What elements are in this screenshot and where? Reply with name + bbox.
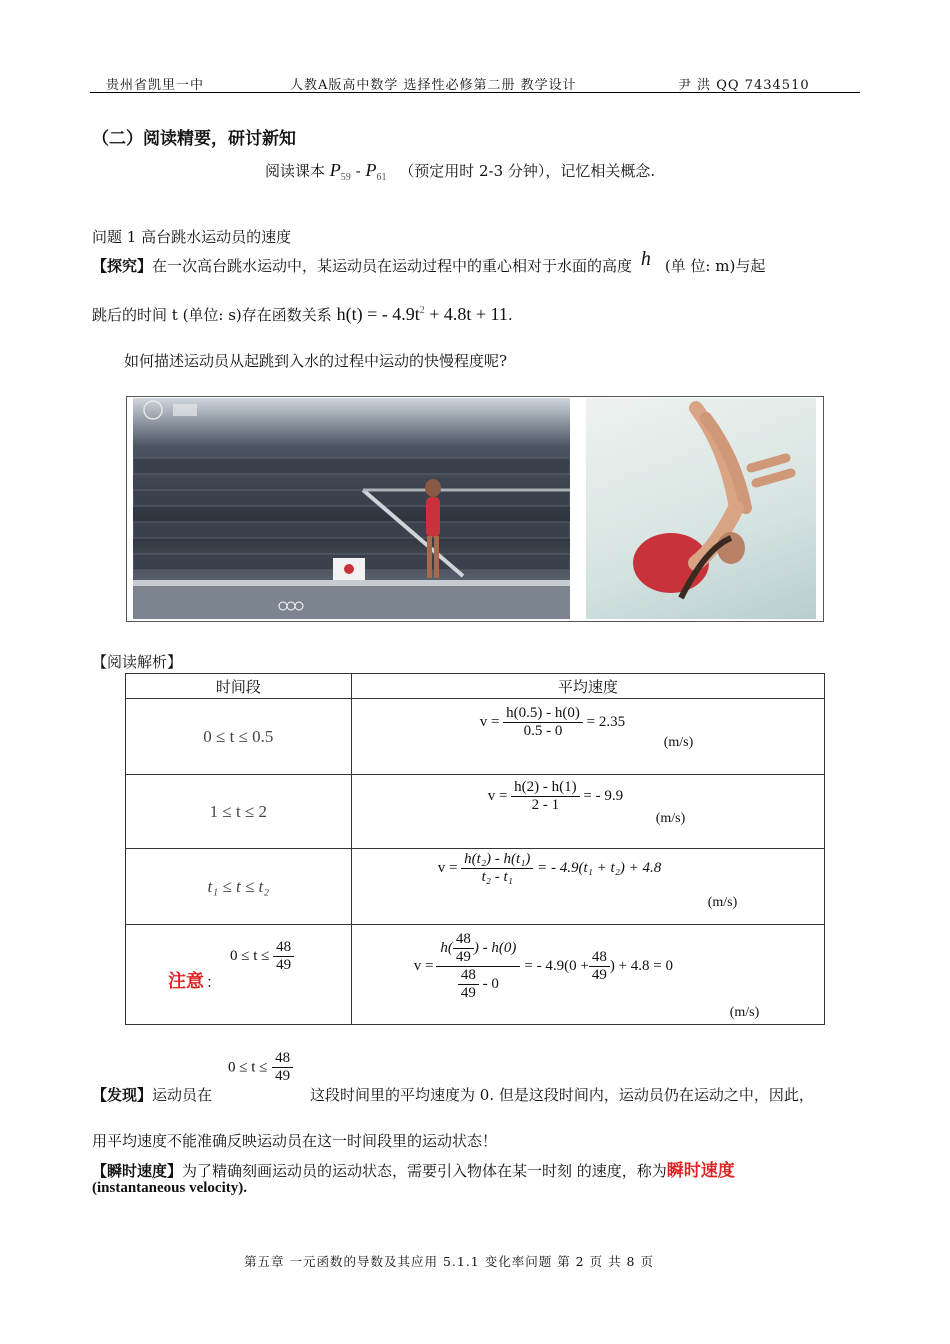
fraction-numerator: h(2) - h(1) xyxy=(511,779,579,797)
page-dash: - xyxy=(355,162,361,180)
height-function: h(t) = - $4.9t^2 + 4.8t + 11$ xyxy=(336,304,508,324)
table-row xyxy=(126,699,825,775)
discovery-tag: 【发现】 xyxy=(92,1086,153,1104)
header-author: 尹 洪 QQ 7434510 xyxy=(678,78,810,93)
header-rule xyxy=(90,92,860,93)
interval-cell: t₁ ≤ t ≤ t₂ xyxy=(126,849,352,925)
table-row xyxy=(126,849,825,925)
unit-label: (m/s) xyxy=(729,1005,760,1020)
instant-line xyxy=(92,1156,735,1181)
result-left: = - 4.9(0 + xyxy=(524,958,589,974)
function-line-text: 跳后的时间 t (单位: s)存在函数关系 xyxy=(92,306,332,324)
v-bar: v = xyxy=(437,859,458,876)
velocity-cell xyxy=(351,775,824,849)
velocity-result: = 2.35 xyxy=(586,713,626,730)
fraction-numerator: 48 xyxy=(273,939,294,957)
unit-label: (m/s) xyxy=(655,811,686,826)
page-footer: 第五章 一元函数的导数及其应用 5.1.1 变化率问题 第 2 页 共 8 页 xyxy=(244,1254,654,1269)
instant-english: (instantaneous velocity). xyxy=(92,1180,247,1196)
header-course: 人教A版高中数学 选择性必修第二册 教学设计 xyxy=(290,78,577,93)
unit-label: (m/s) xyxy=(707,895,738,910)
fraction-denominator: 49 xyxy=(276,957,292,973)
fraction-numerator: h(t₂) - h(t₁) xyxy=(461,851,533,869)
interval-cell xyxy=(126,925,352,1025)
page-end: $P_{61}$ xyxy=(365,160,387,183)
discovery-range: 0 ≤ t ≤ $\frac{48}{49}$ xyxy=(228,1050,293,1085)
discovery-line xyxy=(92,1084,212,1105)
page-start: $P_{59}$ xyxy=(329,160,351,183)
column-header-interval: 时间段 xyxy=(126,674,352,699)
period: . xyxy=(507,306,513,324)
v-bar: v = xyxy=(413,958,434,974)
discovery-prefix: 运动员在 xyxy=(152,1086,213,1104)
read-suffix: （预定用时 2-3 分钟），记忆相关概念. xyxy=(399,162,656,180)
diver-illustration xyxy=(586,398,816,619)
unit-text: (单 位: m)与起 xyxy=(664,257,766,275)
problem-title: 问题 1 高台跳水运动员的速度 xyxy=(92,228,292,246)
table-row xyxy=(126,775,825,849)
table-row xyxy=(126,925,825,1025)
instant-term: 瞬时速度 xyxy=(666,1161,735,1181)
reading-instruction xyxy=(265,160,655,183)
v-bar: v = xyxy=(479,713,500,730)
v-bar: v = xyxy=(487,787,508,804)
note-label: 注意 xyxy=(168,971,204,992)
explore-line xyxy=(92,248,862,277)
velocity-cell: v = h( $\frac{48}{49}$ ) - h(0) $\frac{48}{49}$ - 0 = - 4.9(0 + $\frac{48}{49}$ ) + 4.8 = 0 (m/s) xyxy=(351,925,824,1025)
explore-tag: 【探究】 xyxy=(92,257,153,275)
discovery-text: 这段时间里的平均速度为 0. 但是这段时间内，运动员仍在运动之中，因此， xyxy=(310,1086,814,1104)
unit-label: (m/s) xyxy=(663,735,694,750)
discovery-line2: 用平均速度不能准确反映运动员在这一时间段里的运动状态！ xyxy=(92,1132,498,1150)
interval-cell: 1 ≤ t ≤ 2 xyxy=(126,775,352,849)
function-line xyxy=(92,304,513,325)
interval-cell: 0 ≤ t ≤ 0.5 xyxy=(126,699,352,775)
note-colon: ： xyxy=(206,973,222,991)
result-right: ) + 4.8 = 0 xyxy=(609,958,673,974)
average-velocity-table xyxy=(125,673,825,1025)
reading-title: 【阅读解析】 xyxy=(92,653,183,671)
column-header-velocity: 平均速度 xyxy=(351,674,824,699)
fraction-denominator: 0.5 - 0 xyxy=(523,723,563,739)
big-fraction: h( $\frac{48}{49}$ ) - h(0) $\frac{48}{49}$ - 0 xyxy=(436,931,520,1002)
read-prefix: 阅读课本 xyxy=(265,162,326,180)
velocity-result: = - 9.9 xyxy=(583,787,624,804)
instant-tag: 【瞬时速度】 xyxy=(92,1162,183,1180)
fraction-numerator: h(0.5) - h(0) xyxy=(503,705,583,723)
velocity-cell xyxy=(351,699,824,775)
header-school: 贵州省凯里一中 xyxy=(106,78,205,93)
diver-midair-photo xyxy=(586,398,816,619)
question-text: 如何描述运动员从起跳到入水的过程中运动的快慢程度呢? xyxy=(124,352,508,370)
section-title: （二）阅读精要，研讨新知 xyxy=(92,129,296,149)
range-left: 0 ≤ t ≤ xyxy=(230,947,270,964)
velocity-result: = - 4.9(t₁ + t₂) + 4.8 xyxy=(537,859,662,876)
fraction-denominator: 2 - 1 xyxy=(531,797,560,813)
diving-platform-photo xyxy=(133,398,570,619)
velocity-cell xyxy=(351,849,824,925)
instant-text: 为了精确刻画运动员的运动状态，需要引入物体在某一时刻 的速度，称为 xyxy=(182,1162,667,1180)
platform-scene-illustration xyxy=(133,398,570,619)
explore-text: 在一次高台跳水运动中，某运动员在运动过程中的重心相对于水面的高度 xyxy=(152,257,633,275)
height-variable: h xyxy=(640,248,651,270)
fraction-denominator: t₂ - t₁ xyxy=(481,869,513,885)
